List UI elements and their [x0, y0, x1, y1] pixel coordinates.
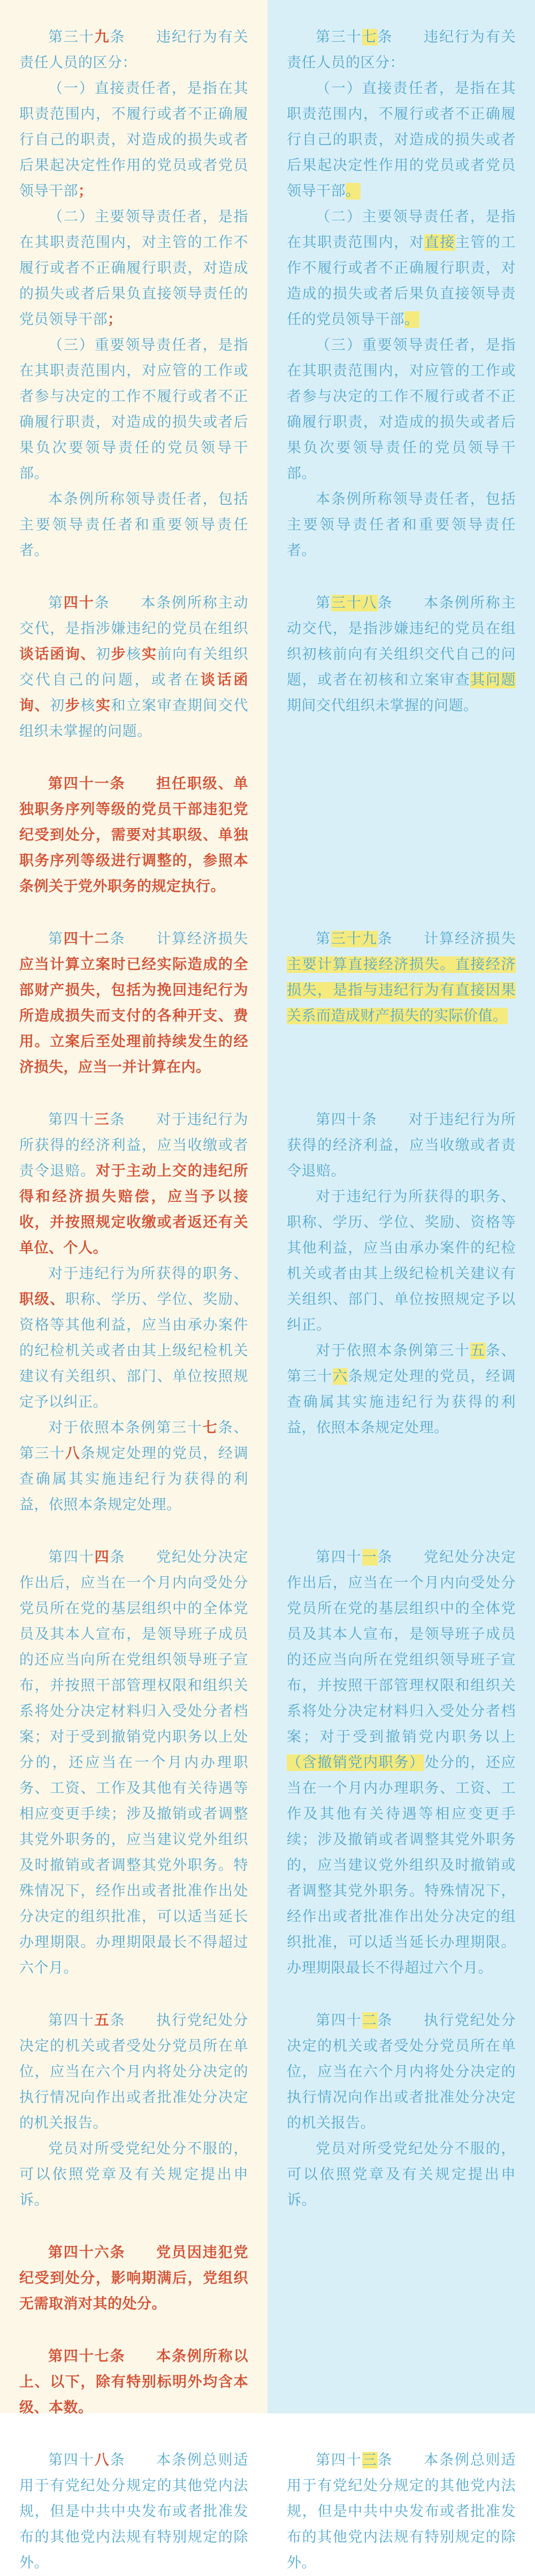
text-run: 谈话函询、	[19, 646, 96, 663]
paragraph	[19, 76, 248, 204]
text-run: 第四十六条 党员因违犯党纪受到处分，影响期满后，党组织无需取消对其的处分。	[19, 2244, 248, 2312]
text-run: 党员对所受党纪处分不服的，可以依照党章及有关规定提出申诉。	[287, 2141, 516, 2209]
paragraph	[19, 204, 248, 333]
paragraph	[287, 1545, 516, 1981]
text-run: 步	[65, 697, 81, 714]
text-run: 主要计算直接经济损失。直接经济损失，是指与违纪行为有直接因果关系而造成财产损失的实际价值。	[287, 956, 516, 1024]
left-column-cell	[0, 2421, 268, 2576]
text-run: 前向有关组织交代自己的问题，或者在	[19, 646, 249, 688]
text-run: 条 党纪处分决定作出后，应当在一个月内向受处分党员所在党的基层组织中的全体党员及其本人宣布，是领导班子成员的还应当向所在党组织领导班子宣布，并按照干部管理权限和组织关系将处分决定材料归入受处分者档案；对于受到撤销党内职务以上	[287, 1549, 516, 1745]
text-run: 初	[96, 646, 111, 663]
left-column-cell	[0, 564, 268, 745]
text-run: （含撤销党内职务）	[287, 1754, 425, 1771]
text-run: 第四十条 对于违纪行为所获得的经济利益，应当收缴或者责令退赔。	[287, 1111, 516, 1179]
text-run: 初	[50, 697, 65, 714]
text-run: 步	[111, 646, 127, 663]
text-run: 第四十	[316, 2012, 362, 2029]
right-column-cell	[268, 564, 535, 745]
paragraph	[287, 76, 516, 204]
text-run: 第四十	[48, 1549, 95, 1566]
paragraph	[287, 2448, 516, 2576]
paragraph	[287, 2008, 516, 2136]
right-column-cell	[268, 2421, 535, 2576]
left-column-cell	[0, 1981, 268, 2213]
text-run: 对于依照本条例第三十	[48, 1420, 203, 1436]
text-run: 主管的工作不履行或者不正确履行职责，对造成的损失或者后果负直接领导责任的党员领导干部	[287, 234, 516, 328]
paragraph	[19, 25, 248, 76]
left-column-cell	[0, 1080, 268, 1518]
paragraph	[19, 926, 248, 1080]
text-run: 。	[346, 183, 361, 200]
paragraph	[19, 2240, 248, 2317]
right-column-cell	[268, 2213, 535, 2421]
paragraph	[19, 333, 248, 487]
text-run: 核	[80, 697, 96, 714]
right-column-cell	[268, 1981, 535, 2213]
right-column-cell	[268, 900, 535, 1080]
text-run: 其问题	[470, 672, 516, 688]
text-run: 条 对于违纪行为所获得的经济利益，应当收缴或者责令退赔。	[19, 1111, 248, 1179]
text-run: 谈话函询、	[19, 672, 249, 714]
text-run: 直接	[424, 234, 455, 251]
text-run: 四十	[63, 595, 95, 611]
text-run: （二）主要领导责任者，是指在其职责范围内，对	[287, 209, 516, 251]
text-run: 一	[362, 1549, 378, 1566]
text-run: 本条例所称领导责任者，包括主要领导责任者和重要领导责任者。	[19, 491, 248, 559]
comparison-row	[0, 1080, 535, 1518]
paragraph	[19, 771, 248, 900]
text-run: （一）直接责任者，是指在其职责范围内，不履行或者不正确履行自己的职责，对造成的损失或者后果起决定性作用的党员或者党员领导干部	[287, 80, 516, 200]
text-run: 五	[470, 1343, 486, 1359]
text-run: ；	[78, 183, 93, 200]
text-run: 第四十	[316, 2452, 362, 2468]
text-run: 第四十	[316, 1549, 362, 1566]
text-run: 条 本条例所称主动交代，是指涉嫌违纪的党员在组织初核前向有关组织交代自己的问题，或者在初核和立案审查	[287, 595, 516, 688]
text-run: 对于违纪行为所获得的职务、职称、学历、学位、奖励、资格等其他利益，应当由承办案件的纪检机关或者由其上级纪检机关建议有关组织、部门、单位按照规定予以纠正。	[287, 1189, 516, 1333]
paragraph	[19, 1415, 248, 1518]
text-run: 条 本条例所称主动交代，是指涉嫌违纪的党员在组织	[19, 595, 248, 637]
text-run: 实	[96, 697, 111, 714]
paragraph	[19, 2136, 248, 2213]
text-run: 第	[316, 931, 331, 947]
right-column-cell	[268, 1080, 535, 1518]
comparison-row	[0, 1518, 535, 1981]
text-run: 第四十七条 本条例所称以上、以下，除有特别标明外均含本级、本数。	[19, 2348, 248, 2416]
text-run: 党员对所受党纪处分不服的，可以依照党章及有关规定提出申诉。	[19, 2141, 248, 2209]
text-run: （一）直接责任者，是指在其职责范围内，不履行或者不正确履行自己的职责，对造成的损失或者后果起决定性作用的党员或者党员领导干部	[19, 80, 248, 200]
text-run: 第	[316, 595, 331, 611]
right-column-cell	[268, 745, 535, 900]
text-run: 条 计算经济损失	[110, 931, 248, 947]
paragraph	[287, 487, 516, 564]
text-run: 第四十一条 担任职级、单独职务序列等级的党员干部违犯党纪受到处分，需要对其职级、单独职务序列等级进行调整的，参照本条例关于党外职务的规定执行。	[19, 776, 248, 895]
comparison-row	[0, 2213, 535, 2421]
comparison-rows	[0, 25, 535, 2576]
text-run: 四	[94, 1549, 110, 1566]
text-run: 七	[362, 29, 378, 45]
text-run: 八	[65, 1445, 81, 1462]
text-run: 处分的，还应当在一个月内办理职务、工资、工作及其他有关待遇等相应变更手续；涉及撤销或者调整其党外职务的，应当建议党外组织及时撤销或者调整其党外职务。特殊情况下，经作出或者批准作出处分决定的组织批准，可以适当延长办理期限。办理期限最长不得超过六个月。	[287, 1754, 516, 1976]
paragraph	[19, 591, 248, 745]
paragraph	[19, 1545, 248, 1981]
text-run: 实	[141, 646, 157, 663]
text-run: 三	[94, 1111, 110, 1128]
text-run: 七	[202, 1420, 218, 1436]
paragraph	[19, 1107, 248, 1261]
left-column-cell	[0, 900, 268, 1080]
comparison-row	[0, 564, 535, 745]
text-run: 八	[94, 2452, 110, 2468]
text-run: 条 违纪行为有关责任人员的区分：	[287, 29, 516, 71]
paragraph	[287, 591, 516, 719]
text-run: 条 计算经济损失	[377, 931, 516, 947]
paragraph	[287, 2136, 516, 2213]
paragraph	[287, 1107, 516, 1184]
paragraph	[19, 2448, 248, 2576]
text-run: 第	[48, 931, 64, 947]
text-run: 本条例所称领导责任者，包括主要领导责任者和重要领导责任者。	[287, 491, 516, 559]
text-run: 第三十	[48, 29, 95, 45]
left-column-cell	[0, 25, 268, 564]
text-run: 对于主动上交的违纪所得和经济损失赔偿，应当予以接收，并按照规定收缴或者返还有关单位、个人。	[19, 1163, 249, 1256]
text-run: 职级、	[19, 1291, 65, 1308]
text-run: 第三十	[316, 29, 362, 45]
left-column-cell	[0, 745, 268, 900]
text-run: ；	[108, 311, 123, 328]
paragraph	[19, 2008, 248, 2136]
text-run: （二）主要领导责任者，是指在其职责范围内，对主管的工作不履行或者不正确履行职责，对造成的损失或者后果负直接领导责任的党员领导干部	[19, 209, 248, 328]
text-run: 条 党纪处分决定作出后，应当在一个月内向受处分党员所在党的基层组织中的全体党员及其本人宣布，是领导班子成员的还应当向所在党组织领导班子宣布，并按照干部管理权限和组织关系将处分决定材料归入受处分者档案；对于受到撤销党内职务以上处分的，还应当在一个月内办理职务、工资、工作及其他有关待遇等相应变更手续；涉及撤销或者调整其党外职务的，应当建议党外组织及时撤销或者调整其党外职务。特殊情况下，经作出或者批准作出处分决定的组织批准，可以适当延长办理期限。办理期限最长不得超过六个月。	[19, 1549, 248, 1976]
paragraph	[287, 204, 516, 333]
paragraph	[287, 25, 516, 76]
right-column-cell	[268, 1518, 535, 1981]
text-run: 条 违纪行为有关责任人员的区分：	[19, 29, 248, 71]
text-run: 条规定处理的党员，经调查确属其实施违纪行为获得的利益，依照本条规定处理。	[287, 1368, 516, 1436]
text-run: 核	[126, 646, 142, 663]
text-run: 对于违纪行为所获得的职务、	[48, 1266, 248, 1282]
text-run: 期间交代组织未掌握的问题。	[287, 697, 478, 714]
text-run: 条、第三十	[287, 1343, 516, 1385]
paragraph	[19, 487, 248, 564]
text-run: （三）重要领导责任者，是指在其职责范围内，对应管的工作或者参与决定的工作不履行或者不正确履行职责，对造成的损失或者后果负次要领导责任的党员领导干部。	[19, 337, 248, 482]
text-run: 条 本条例总则适用于有党纪处分规定的其他党内法规，但是中共中央发布或者批准发布的其他党内法规有特别规定的除外。	[19, 2452, 248, 2571]
left-column-cell	[0, 1518, 268, 1981]
text-run: 二	[362, 2012, 378, 2029]
right-column-cell	[268, 25, 535, 564]
text-run: 三	[362, 2452, 378, 2468]
text-run: 职称、学历、学位、奖励、资格等其他利益，应当由承办案件的纪检机关或者由其上级纪检机关建议有关组织、部门、单位按照规定予以纠正。	[19, 1291, 249, 1410]
paragraph	[287, 1338, 516, 1441]
text-run: 三十八	[331, 595, 378, 611]
text-run: 三十九	[331, 931, 378, 947]
text-run: 条 本条例总则适用于有党纪处分规定的其他党内法规，但是中共中央发布或者批准发布的其他党内法规有特别规定的除外。	[287, 2452, 516, 2571]
paragraph	[287, 333, 516, 487]
text-run: 对于依照本条例第三十	[316, 1343, 470, 1359]
comparison-row	[0, 2421, 535, 2576]
text-run: 条 执行党纪处分决定的机关或者受处分党员所在单位，应当在六个月内将处分决定的执行情况向作出或者批准处分决定的机关报告。	[19, 2012, 248, 2132]
text-run: 第四十	[48, 1111, 95, 1128]
text-run: 六	[332, 1368, 348, 1385]
comparison-row	[0, 900, 535, 1080]
paragraph	[19, 2344, 248, 2421]
comparison-row	[0, 745, 535, 900]
text-run: （三）重要领导责任者，是指在其职责范围内，对应管的工作或者参与决定的工作不履行或者不正确履行职责，对造成的损失或者后果负次要领导责任的党员领导干部。	[287, 337, 516, 482]
text-run: 九	[94, 29, 110, 45]
text-run: 第四十	[48, 2012, 95, 2029]
paragraph	[19, 1261, 248, 1415]
text-run: 条 执行党纪处分决定的机关或者受处分党员所在单位，应当在六个月内将处分决定的执行情况向作出或者批准处分决定的机关报告。	[287, 2012, 516, 2132]
text-run: 应当计算立案时已经实际造成的全部财产损失，包括为挽回违纪行为所造成损失而支付的各种开支、费用。立案后至处理前持续发生的经济损失，应当一并计算在内。	[19, 956, 248, 1076]
paragraph	[287, 926, 516, 1029]
text-run: 第	[48, 595, 64, 611]
text-run: 和立案审查期间交代组织未掌握的问题。	[19, 697, 249, 740]
text-run: 条、第三十	[19, 1420, 248, 1462]
text-run: 五	[94, 2012, 110, 2029]
paragraph	[287, 1184, 516, 1338]
text-run: 。	[404, 311, 419, 328]
text-run: 第四十	[48, 2452, 95, 2468]
text-run: 条规定处理的党员，经调查确属其实施违纪行为获得的利益，依照本条规定处理。	[19, 1445, 249, 1513]
comparison-row	[0, 1981, 535, 2213]
text-run: 四十二	[63, 931, 110, 947]
left-column-cell	[0, 2213, 268, 2421]
comparison-row	[0, 25, 535, 564]
